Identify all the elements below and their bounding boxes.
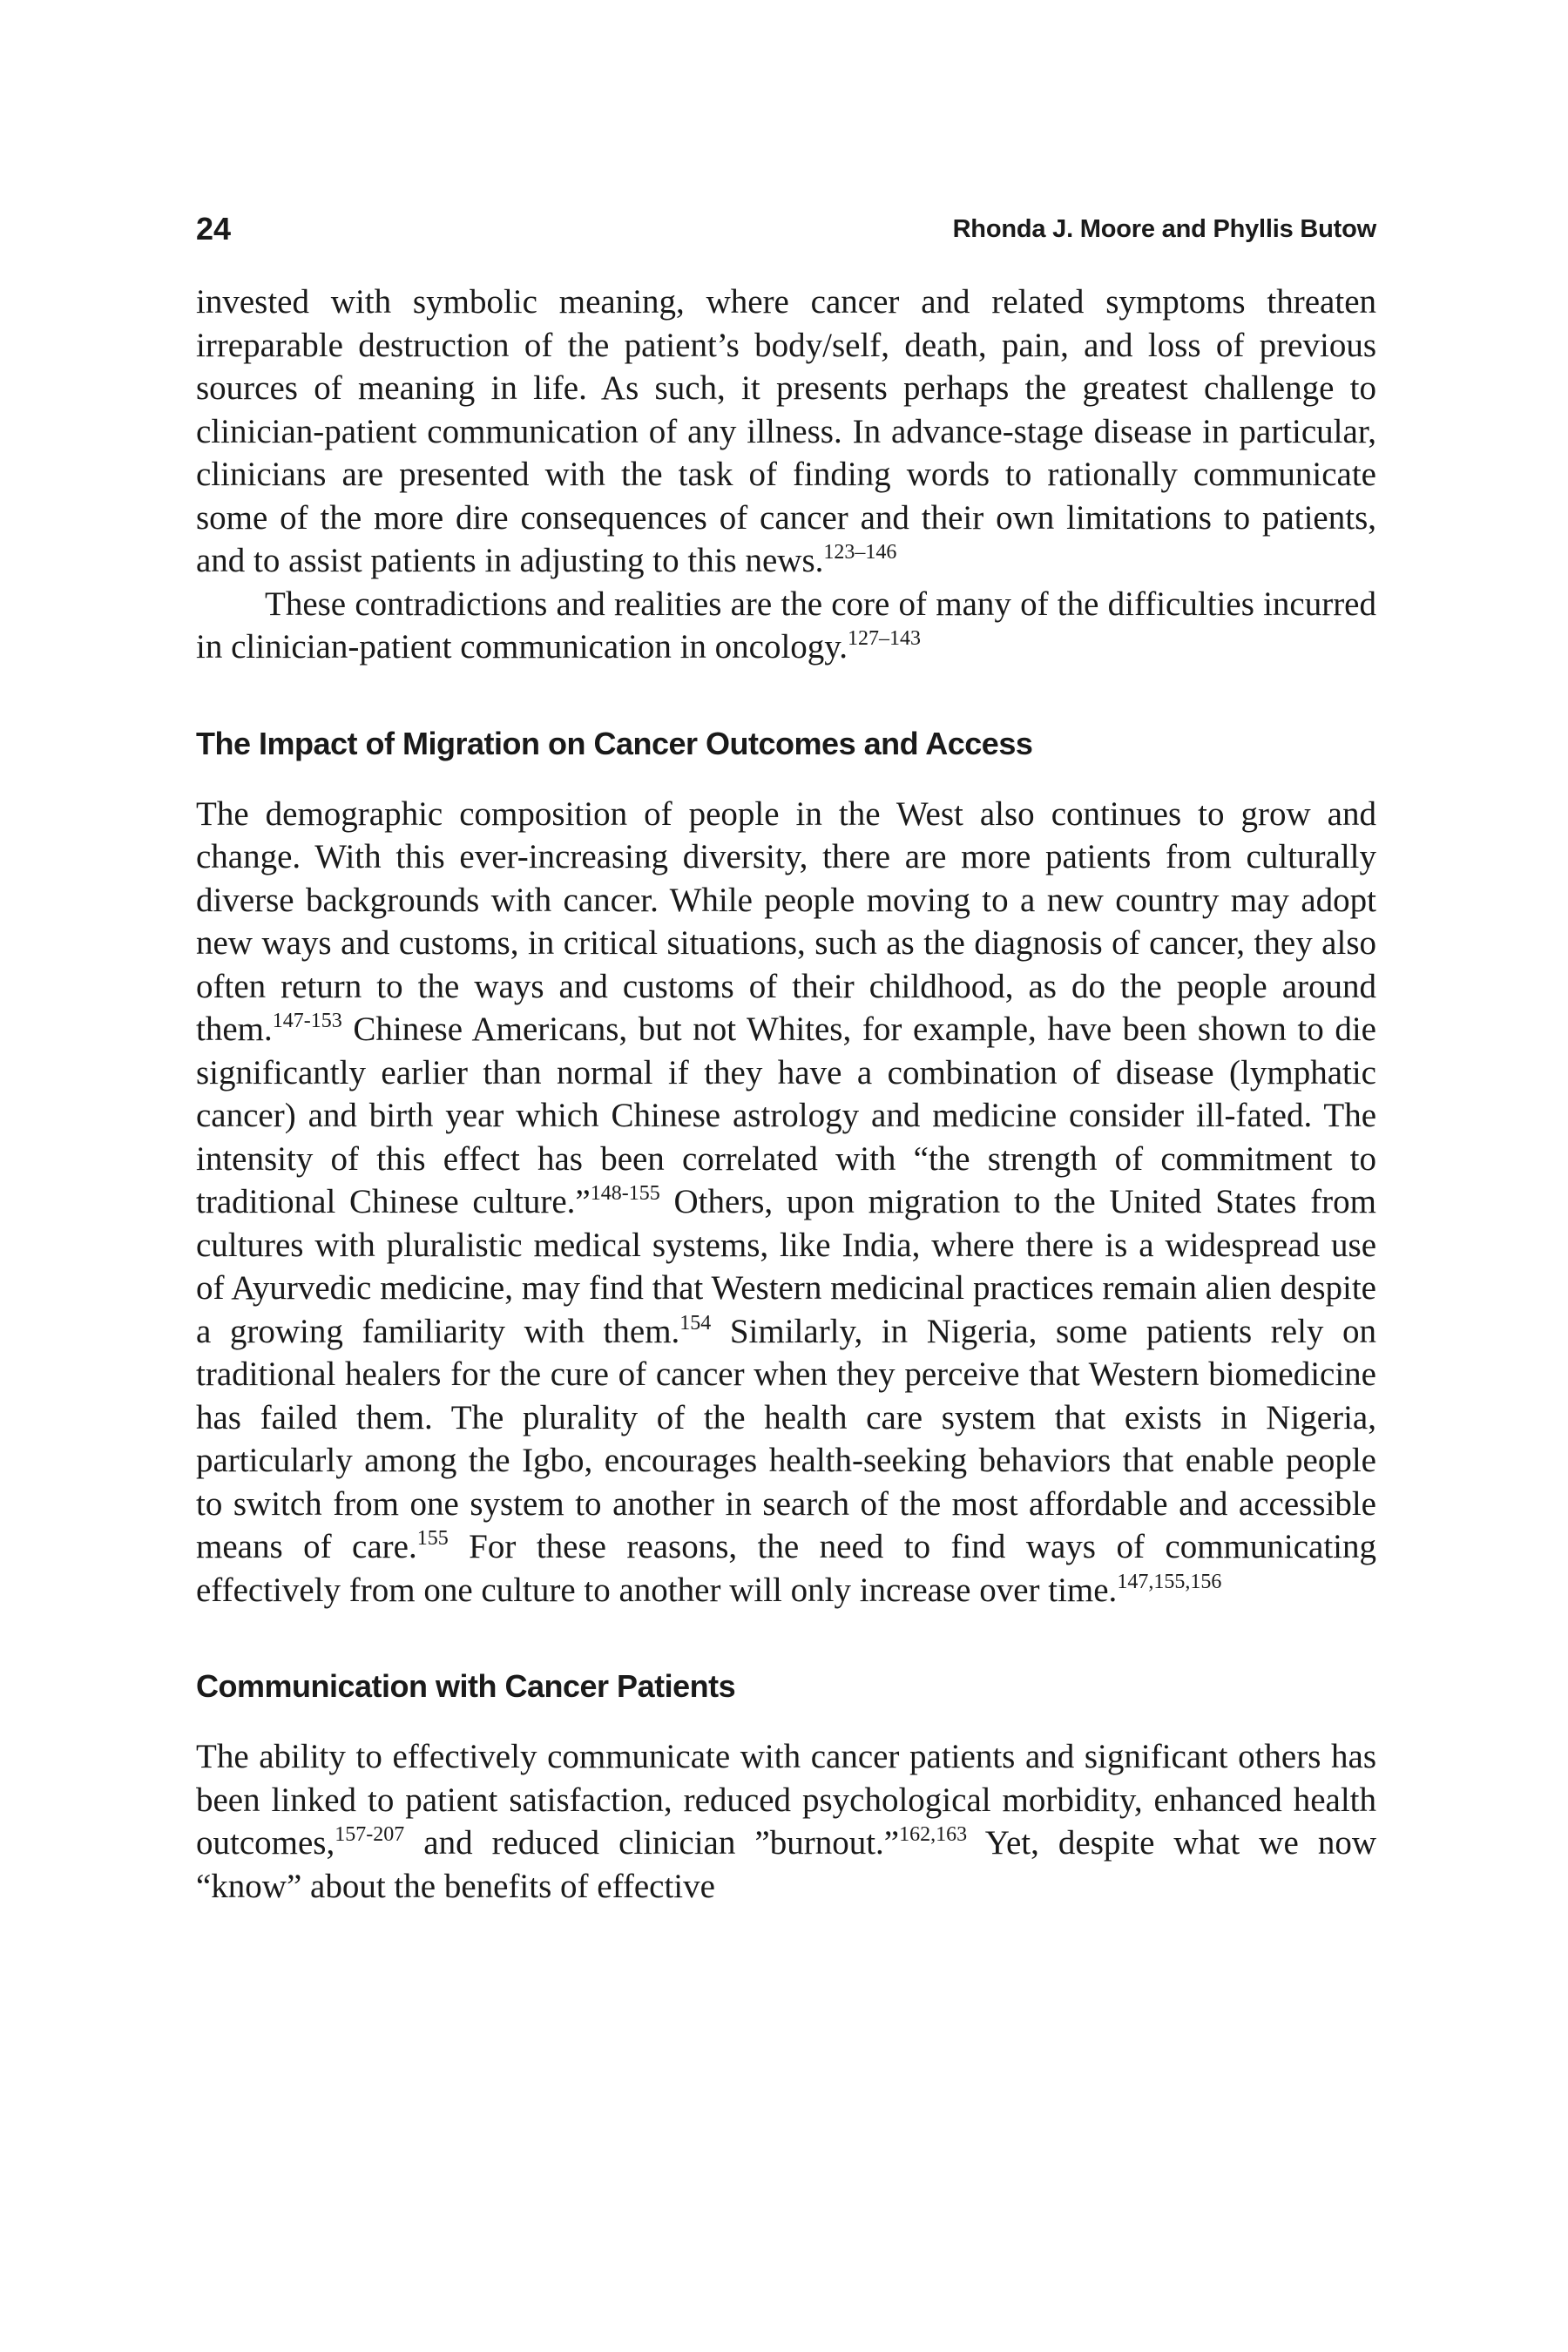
citation-superscript: 148-155 <box>590 1182 660 1205</box>
paragraph-text: Similarly, in Nigeria, some patients rely on traditional healers for the cure of cancer when they perceive that Western biomedicine has failed them. The plurality of the health care system that exists in Nigeria, particularly among the Igbo, encourages health-seeking behaviors that enable people to switch from one system to another in search of the most affordable and accessible means of care. <box>196 1312 1376 1565</box>
paragraph-text: The demographic composition of people in the West also continues to grow and change. With this ever-increasing diversity, there are more patients from culturally diverse backgrounds with cancer. While people moving to a new country may adopt new ways and customs, in critical situations, such as the diagnosis of cancer, they also often return to the ways and customs of their childhood, as do the people around them. <box>196 794 1376 1048</box>
citation-superscript: 157-207 <box>335 1823 405 1846</box>
paragraph-text: Yet, despite what we now “know” about the benefits of effective <box>196 1824 1376 1905</box>
running-header <box>196 207 1376 251</box>
running-header-authors: Rhonda J. Moore and Phyllis Butow <box>952 215 1376 243</box>
citation-superscript: 154 <box>679 1311 712 1335</box>
citation-superscript: 127–143 <box>848 627 922 650</box>
document-page <box>196 207 1376 1908</box>
citation-superscript: 123–146 <box>823 541 897 564</box>
paragraph-text: invested with symbolic meaning, where cancer and related symptoms threaten irreparable destruction of the patient’s body/self, death, pain, and loss of previous sources of meaning in life. As such, it presents perhaps the greatest challenge to clinician-patient communication of any illness. In advance-stage disease in particular, clinicians are presented with the task of finding words to rationally communicate some of the more dire consequences of cancer and their own limitations to patients, and to assist patients in adjusting to this news. <box>196 283 1376 579</box>
body-paragraph <box>196 793 1376 1612</box>
section-heading: The Impact of Migration on Cancer Outcomes and Access <box>196 725 1033 761</box>
paragraph-text: and reduced clinician ”burnout.” <box>404 1824 900 1862</box>
body-paragraph <box>196 1735 1376 1908</box>
paragraph-text: Others, upon migration to the United States from cultures with pluralistic medical systems, like India, where there is a widespread use of Ayurvedic medicine, may find that Western medicinal practices remain alien despite a growing familiarity with them. <box>196 1183 1376 1350</box>
body-paragraph <box>196 280 1376 583</box>
body-paragraph <box>196 583 1376 669</box>
citation-superscript: 162,163 <box>899 1823 968 1846</box>
section-heading: Communication with Cancer Patients <box>196 1668 736 1704</box>
page-number: 24 <box>196 211 232 247</box>
paragraph-text: For these reasons, the need to find ways of communicating effectively from one culture to another will only increase over time. <box>196 1528 1376 1609</box>
citation-superscript: 147-153 <box>272 1010 342 1032</box>
paragraph-text: Chinese Americans, but not Whites, for example, have been shown to die significantly earlier than normal if they have a combination of disease (lymphatic cancer) and birth year which Chinese astrology and medicine consider ill-fated. The intensity of this effect has been correlated with “the strength of commitment to traditional Chinese culture.” <box>196 1010 1376 1220</box>
citation-superscript: 155 <box>416 1527 449 1550</box>
paragraph-text: The ability to effectively communicate with cancer patients and significant others has been linked to patient satisfaction, reduced psychological morbidity, enhanced health outcomes, <box>196 1738 1376 1862</box>
citation-superscript: 147,155,156 <box>1117 1570 1222 1593</box>
paragraph-text: These contradictions and realities are the core of many of the difficulties incurred in clinician-patient communication in oncology. <box>196 585 1376 666</box>
